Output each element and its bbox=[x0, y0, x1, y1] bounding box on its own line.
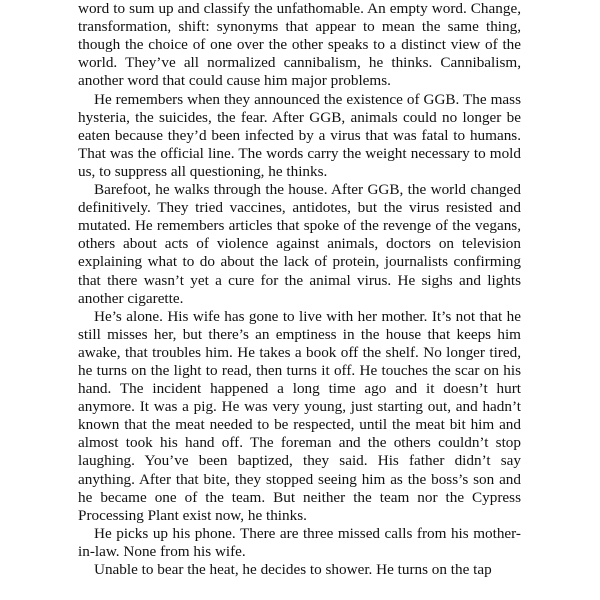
paragraph-alone: He’s alone. His wife has gone to live with her mother. It’s not that he still misses her, but there’s an emptiness in the house that keeps him awake, that troubles him. He takes a book off the shelf. No longer tired, he turns on the light to read, then turns it off. He touches the scar on his hand. The incident happened a long time ago and it doesn’t hurt anymore. It was a pig. He was very young, just starting out, and hadn’t known that the meat needed to be respected, until the meat bit him and almost took his hand off. The foreman and the others couldn’t stop laughing. You’ve been baptized, they said. His father didn’t say anything. After that bite, they stopped seeing him as the boss’s son and he became one of the team. But neither the team nor the Cypress Processing Plant exist now, he thinks. bbox=[78, 307, 521, 524]
paragraph-barefoot: Barefoot, he walks through the house. After GGB, the world changed definitively. They tried vaccines, antidotes, but the virus resisted and mutated. He remembers articles that spoke of the revenge of the vegans, others about acts of violence against animals, doctors on television explaining what to do about the lack of protein, journalists confirming that there wasn’t yet a cure for the animal virus. He sighs and lights another cigarette. bbox=[78, 181, 521, 307]
paragraph-continued: word to sum up and classify the unfathomable. An empty word. Change, transformation, shift: synonyms that appear to mean the same thing, though the choice of one over the other speaks to a distinct view of the world. They’ve all normalized cannibalism, he thinks. Cannibalism, another word that could cause him major problems. bbox=[78, 0, 521, 90]
paragraph-shower: Unable to bear the heat, he decides to shower. He turns on the tap bbox=[94, 561, 492, 578]
book-page bbox=[78, 0, 521, 579]
paragraph-phone: He picks up his phone. There are three missed calls from his mother-in-law. None from his wife. bbox=[78, 524, 521, 560]
paragraph-ggb-announcement: He remembers when they announced the existence of GGB. The mass hysteria, the suicides, the fear. After GGB, animals could no longer be eaten because they’d been infected by a virus that was fatal to humans. That was the official line. The words carry the weight necessary to mold us, to suppress all questioning, he thinks. bbox=[78, 90, 521, 180]
